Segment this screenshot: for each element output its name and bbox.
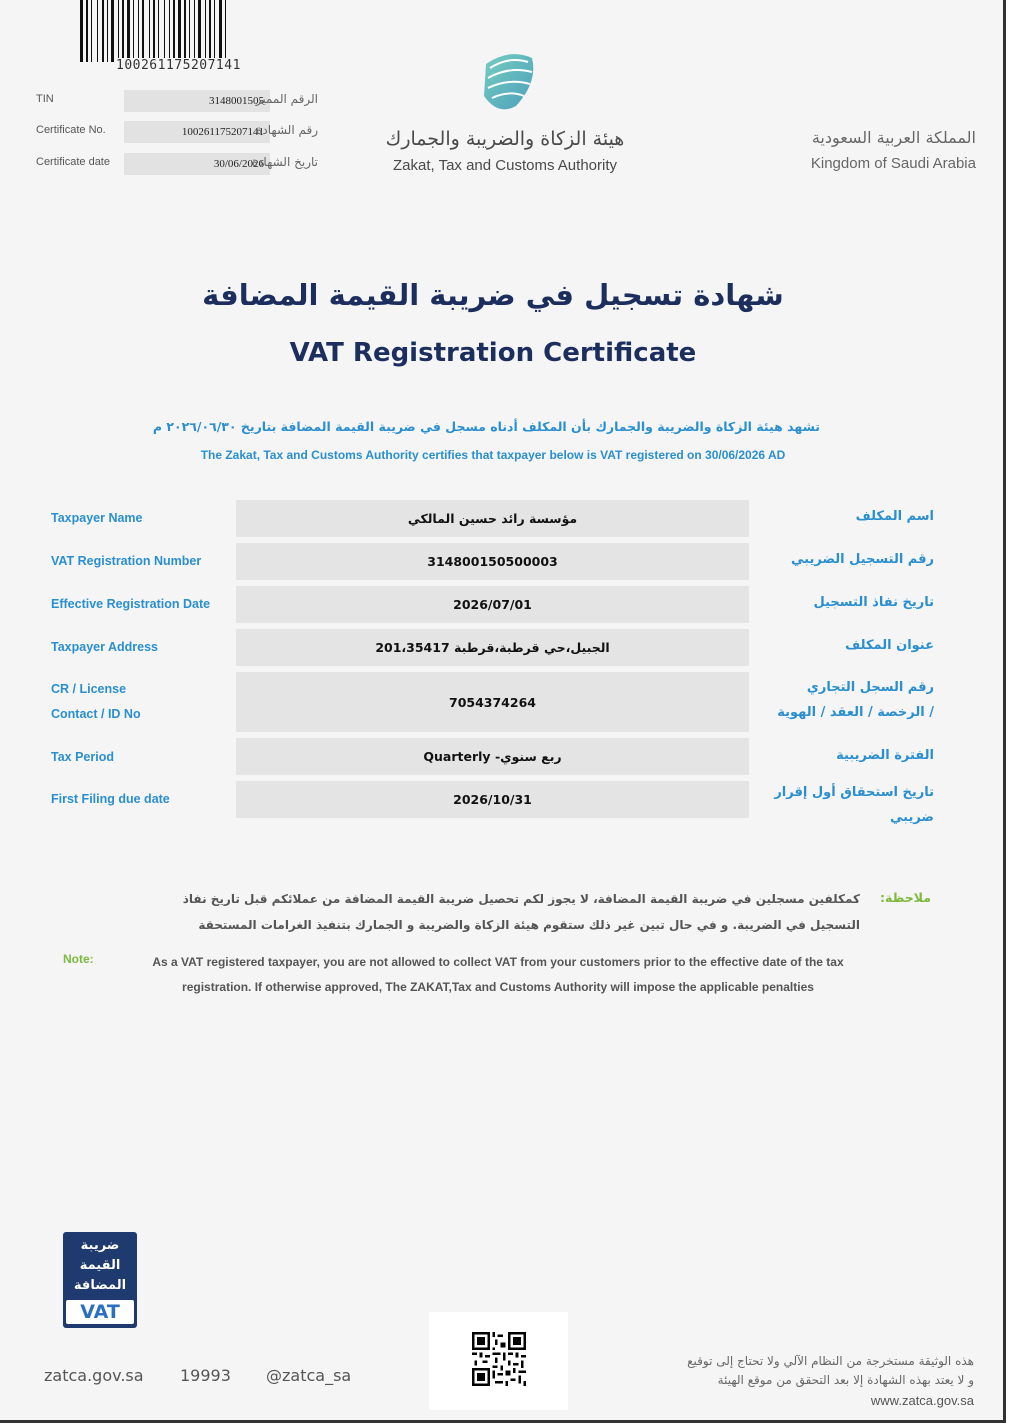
barcode-bar bbox=[166, 0, 168, 62]
effective-date-label-en: Effective Registration Date bbox=[51, 597, 211, 611]
note-text-ar-line-1: كمكلفين مسجلين في ضريبة القيمة المضافة، لا يجوز لكم تحصيل ضريبة القيمة المضافة من عملائكم قبل تاريخ نفاذ bbox=[182, 892, 860, 906]
barcode-bar bbox=[225, 0, 226, 62]
certificate-no-value: 100261175207141 bbox=[124, 121, 270, 143]
tax-period-value: ربع سنوي- Quarterly bbox=[236, 738, 749, 775]
tax-period-label-en: Tax Period bbox=[51, 750, 114, 764]
barcode-bar bbox=[91, 0, 92, 62]
address-value: الجبيل،حي قرطبة،قرطبة 201،35417 bbox=[236, 629, 749, 666]
vat-number-label-ar: رقم التسجيل الضريبي bbox=[791, 552, 934, 567]
barcode-bar bbox=[149, 0, 150, 62]
barcode-bar bbox=[131, 0, 132, 62]
vat-logo bbox=[63, 1232, 137, 1328]
kingdom-name-en: Kingdom of Saudi Arabia bbox=[810, 155, 976, 172]
barcode-bar bbox=[97, 0, 98, 62]
barcode-bar bbox=[173, 0, 175, 62]
barcode-bar bbox=[219, 0, 222, 62]
barcode-bar bbox=[135, 0, 137, 62]
address-label-en: Taxpayer Address bbox=[51, 640, 158, 654]
note-label-ar: ملاحظة: bbox=[880, 890, 931, 905]
address-label-ar: عنوان المكلف bbox=[845, 638, 934, 653]
barcode-bar bbox=[184, 0, 186, 62]
certificate-date-row bbox=[36, 153, 326, 175]
certificate-no-label-en: Certificate No. bbox=[36, 124, 106, 136]
zatca-logo-icon bbox=[476, 46, 542, 120]
barcode-bar bbox=[189, 0, 190, 62]
note-text-ar-line-2: التسجيل في الضريبة. و في حال تبين غير ذلك ستقوم هيئة الزكاة والضريبة و الجمارك بتنفيذ الغرامات المستحقة bbox=[198, 918, 860, 932]
vat-number-label-en: VAT Registration Number bbox=[51, 554, 202, 568]
cr-license-label-en: CR / License bbox=[51, 682, 127, 696]
barcode-bar bbox=[120, 0, 121, 62]
first-filing-label-ar: تاريخ استحقاق أول إقرار bbox=[774, 785, 934, 800]
barcode-bar bbox=[171, 0, 172, 62]
vat-logo-ar bbox=[63, 1236, 137, 1296]
certificate-date-value: 30/06/2026 bbox=[124, 153, 270, 175]
barcode-bar bbox=[133, 0, 134, 62]
barcode-bar bbox=[182, 0, 183, 62]
barcode-bar bbox=[115, 0, 117, 62]
qr-code-panel bbox=[429, 1312, 568, 1410]
certificate-title-en: VAT Registration Certificate bbox=[289, 338, 697, 368]
barcode-bar bbox=[111, 0, 114, 62]
barcode-bar bbox=[80, 0, 83, 62]
first-filing-value: 2026/10/31 bbox=[236, 781, 749, 818]
certificate-date-label-en: Certificate date bbox=[36, 156, 110, 168]
contact-id-label-ar: / الرخصة / العقد / الهوية bbox=[777, 705, 934, 720]
footer-website: zatca.gov.sa bbox=[44, 1366, 144, 1385]
barcode-bar bbox=[216, 0, 218, 62]
barcode-bar bbox=[145, 0, 148, 62]
barcode-bar bbox=[105, 0, 106, 62]
certificate-date-label-ar: تاريخ الشهادة bbox=[251, 155, 318, 169]
cr-license-label-ar: رقم السجل التجاري bbox=[806, 680, 934, 695]
barcode-bar bbox=[178, 0, 181, 62]
barcode-bar bbox=[209, 0, 211, 62]
barcode-bar bbox=[109, 0, 110, 62]
barcode-bar bbox=[84, 0, 85, 62]
footer-disclaimer-line-2: و لا يعتد بهذه الشهادة إلا بعد التحقق من موقع الهيئة bbox=[717, 1373, 974, 1387]
barcode-bar bbox=[191, 0, 193, 62]
barcode-bar bbox=[202, 0, 204, 62]
footer-disclaimer-line-1: هذه الوثيقة مستخرجة من النظام الآلي ولا تحتاج إلى توقيع bbox=[687, 1354, 974, 1368]
qr-code-icon bbox=[472, 1332, 526, 1386]
barcode-bar bbox=[207, 0, 208, 62]
certification-statement-en: The Zakat, Tax and Customs Authority certifies that taxpayer below is VAT registered on 30/06/2026 AD bbox=[200, 448, 786, 462]
cr-license-value: 7054374264 bbox=[236, 672, 749, 732]
barcode-bar bbox=[176, 0, 177, 62]
barcode-bar bbox=[102, 0, 104, 62]
barcode-bar bbox=[125, 0, 126, 62]
barcode-bar bbox=[187, 0, 188, 62]
barcode-bar bbox=[223, 0, 224, 62]
barcode-number: 100261175207141 bbox=[116, 58, 276, 73]
barcode-bar bbox=[153, 0, 155, 62]
note-text-en bbox=[130, 950, 866, 1000]
barcode-bar bbox=[107, 0, 108, 62]
barcode-bar bbox=[194, 0, 195, 62]
barcode-bar bbox=[164, 0, 165, 62]
barcode-bar bbox=[140, 0, 141, 62]
barcode-bar bbox=[86, 0, 88, 62]
note-label-en: Note: bbox=[63, 952, 94, 966]
barcode-bar bbox=[142, 0, 144, 62]
barcode-bar bbox=[151, 0, 152, 62]
barcode-bar bbox=[89, 0, 90, 62]
barcode-bar bbox=[156, 0, 157, 62]
barcode-bar bbox=[198, 0, 201, 62]
footer-verify-url: www.zatca.gov.sa bbox=[870, 1393, 974, 1408]
tin-label-ar: الرقم المميز bbox=[255, 92, 318, 106]
barcode-bar bbox=[138, 0, 139, 62]
taxpayer-name-label-en: Taxpayer Name bbox=[51, 511, 143, 525]
note-text-en-line-1: As a VAT registered taxpayer, you are not allowed to collect VAT from your customers prior to the effective date of the tax bbox=[152, 955, 844, 969]
barcode-bar bbox=[160, 0, 163, 62]
barcode-bar bbox=[93, 0, 96, 62]
taxpayer-name-value: مؤسسة رائد حسين المالكي bbox=[236, 500, 749, 537]
authority-name-en: Zakat, Tax and Customs Authority bbox=[393, 157, 617, 174]
first-filing-label-en: First Filing due date bbox=[51, 792, 170, 806]
footer-social-handle: @zatca_sa bbox=[266, 1366, 352, 1385]
barcode-bar bbox=[122, 0, 124, 62]
taxpayer-name-label-ar: اسم المكلف bbox=[855, 509, 934, 524]
vat-logo-ar-line-1: ضريبة bbox=[80, 1238, 120, 1253]
certificate-no-label-ar: رقم الشهادة bbox=[256, 123, 318, 137]
contact-id-label-en: Contact / ID No bbox=[51, 707, 141, 721]
effective-date-label-ar: تاريخ نفاذ التسجيل bbox=[813, 595, 934, 610]
barcode-bar bbox=[169, 0, 170, 62]
tin-value: 3148001505 bbox=[124, 90, 270, 112]
barcode-bar bbox=[212, 0, 213, 62]
barcode-bar bbox=[214, 0, 215, 62]
vat-logo-en: VAT bbox=[66, 1300, 134, 1324]
footer-phone: 19993 bbox=[180, 1366, 231, 1385]
tin-label-en: TIN bbox=[36, 93, 54, 105]
first-filing-label-ar-2: ضريبي bbox=[890, 810, 934, 825]
barcode-bar bbox=[205, 0, 206, 62]
kingdom-name-ar: المملكة العربية السعودية bbox=[811, 128, 976, 147]
vat-logo-ar-line-2: القيمة bbox=[79, 1258, 121, 1273]
certificate-no-row bbox=[36, 121, 326, 143]
barcode-bar bbox=[118, 0, 119, 62]
note-text-en-line-2: registration. If otherwise approved, The ZAKAT,Tax and Customs Authority will impose the applicable penalties bbox=[182, 980, 814, 994]
barcode-bar bbox=[127, 0, 130, 62]
tax-period-label-ar: الفترة الضريبية bbox=[836, 748, 934, 763]
barcode-bar bbox=[196, 0, 197, 62]
barcode bbox=[80, 14, 272, 62]
barcode-bar bbox=[227, 0, 229, 62]
footer-disclaimer-ar bbox=[600, 1352, 974, 1390]
certification-statement-ar: تشهد هيئة الزكاة والضريبة والجمارك بأن المكلف أدناه مسجل في ضريبة القيمة المضافة بتاريخ ٢٠٢٦/٠٦/٣٠ م bbox=[152, 419, 820, 434]
effective-date-value: 2026/07/01 bbox=[236, 586, 749, 623]
certificate-title-ar: شهادة تسجيل في ضريبة القيمة المضافة bbox=[202, 278, 784, 312]
barcode-bar bbox=[99, 0, 101, 62]
authority-name-ar: هيئة الزكاة والضريبة والجمارك bbox=[385, 128, 625, 150]
vat-logo-ar-line-3: المضافة bbox=[73, 1278, 127, 1293]
barcode-bar bbox=[158, 0, 159, 62]
tin-row bbox=[36, 90, 326, 112]
vat-number-value: 314800150500003 bbox=[236, 543, 749, 580]
note-text-ar bbox=[160, 886, 860, 938]
